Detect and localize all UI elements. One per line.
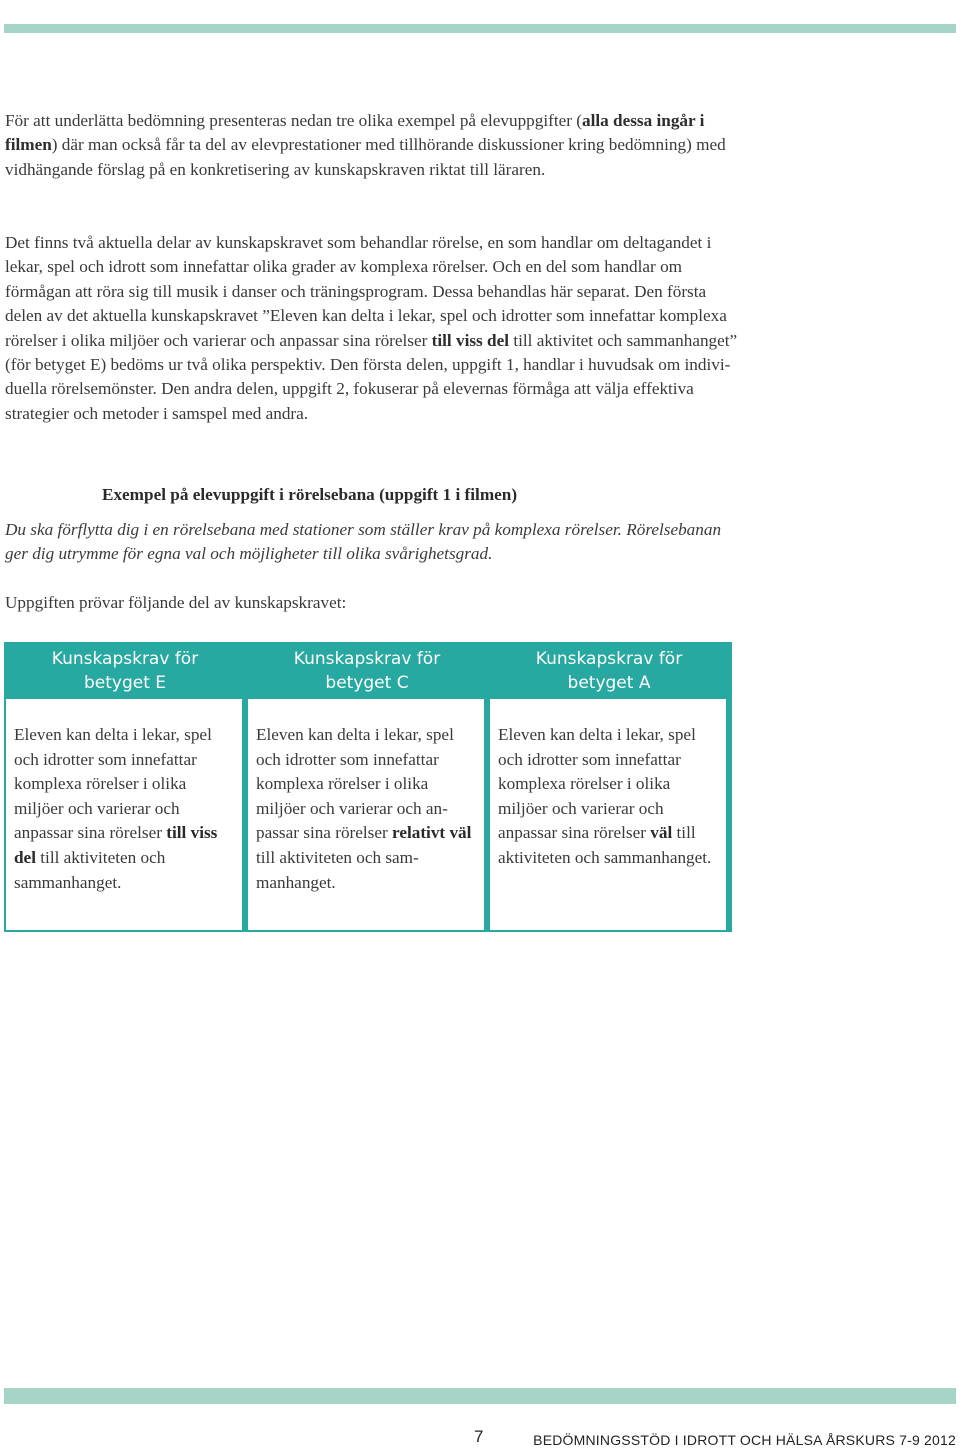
cell-text: till aktiviteten och sammanhanget. <box>14 847 166 892</box>
header-label: Kunskapskrav för betyget E <box>51 648 199 693</box>
bottom-decorative-bar <box>4 1388 956 1404</box>
emphasis-text: till viss del <box>431 330 510 350</box>
cell-text: till aktiviteten och sammanhanget. <box>498 823 712 867</box>
cell-text: Eleven kan delta i lekar, spel och idrotter som innefattar komplexa rörelser i olika miljöer och varierar och anpassar sina rörelser <box>256 725 454 843</box>
knowledge-requirement-paragraph <box>5 231 740 426</box>
paragraph-text: För att underlätta bedömning presenteras nedan tre olika exempel på elevuppgifter ( <box>5 111 582 130</box>
task-description: Du ska förflytta dig i en rörelsebana med stationer som ställer krav på komplexa rörelser. Rörelsebanan ger dig utrymme för egna val och möjligheter till olika svårighetsgrad. <box>5 520 722 564</box>
cell-text: Eleven kan delta i lekar, spel och idrotter som innefattar komplexa rörelser i olika miljöer och varierar och anpassar sina rörelser <box>498 725 696 843</box>
requirement-intro: Uppgiften prövar följande del av kunskapskravet: <box>5 593 347 612</box>
intro-paragraph <box>5 109 740 182</box>
top-decorative-bar <box>4 24 956 33</box>
cell-emphasis: relativt väl <box>392 823 472 843</box>
cell-emphasis: väl <box>650 823 673 843</box>
paragraph-text: ) där man också får ta del av elevprestationer med tillhörande diskussioner kring bedömning) med vidhängande förslag på en konkretisering av kunskapskraven riktat till läraren. <box>5 135 726 179</box>
header-label: Kunskapskrav för betyget A <box>535 648 683 693</box>
paragraph-text: Det finns två aktuella delar av kunskapskravet som behandlar rörelse, en som handlar om deltagandet i lekar, spel och idrott som innefattar olika grader av komplexa rörelser. Och en del som handlar om förmågan att röra sig till musik i danser och träningsprogram. Dessa behandlas här separat. Den första delen av det aktuella kunskapskravet ”Eleven kan delta i lekar, spel och idrotter som innefattar komplexa rörelser i olika miljöer och varierar och anpassar sina rörelser <box>5 233 727 350</box>
example-heading: Exempel på elevuppgift i rörelsebana (uppgift 1 i filmen) <box>102 485 518 504</box>
footer-title: BEDÖMNINGSSTÖD I IDROTT OCH HÄLSA ÅRSKURS 7-9 2012 <box>533 1432 956 1448</box>
table-header-grade-e <box>6 644 244 697</box>
cell-text: till aktiviteten och sammanhanget. <box>256 847 419 892</box>
table-header-grade-c <box>248 644 486 697</box>
emphasis-text: alla dessa ingår i filmen <box>5 111 705 155</box>
table-cell-grade-a <box>490 699 726 930</box>
cell-text: Eleven kan delta i lekar, spel och idrotter som innefattar komplexa rörelser i olika miljöer och varierar och anpassar sina rörelser <box>14 725 212 843</box>
table-cell-grade-c <box>248 699 484 930</box>
header-label: Kunskapskrav för betyget C <box>293 648 441 693</box>
cell-emphasis: till viss del <box>14 823 218 867</box>
page-number: 7 <box>474 1427 484 1446</box>
table-header-grade-a <box>490 644 728 697</box>
grading-criteria-table <box>4 642 732 932</box>
paragraph-text: till aktivitet och sammanhanget” (för betyget E) bedöms ur två olika perspektiv. Den första delen, uppgift 1, handlar i huvudsak om individuella rörelsemönster. Den andra delen, uppgift 2, fokuserar på elevernas förmåga att välja effektiva strategier och metoder i samspel med andra. <box>5 330 738 423</box>
table-cell-grade-e <box>6 699 242 930</box>
